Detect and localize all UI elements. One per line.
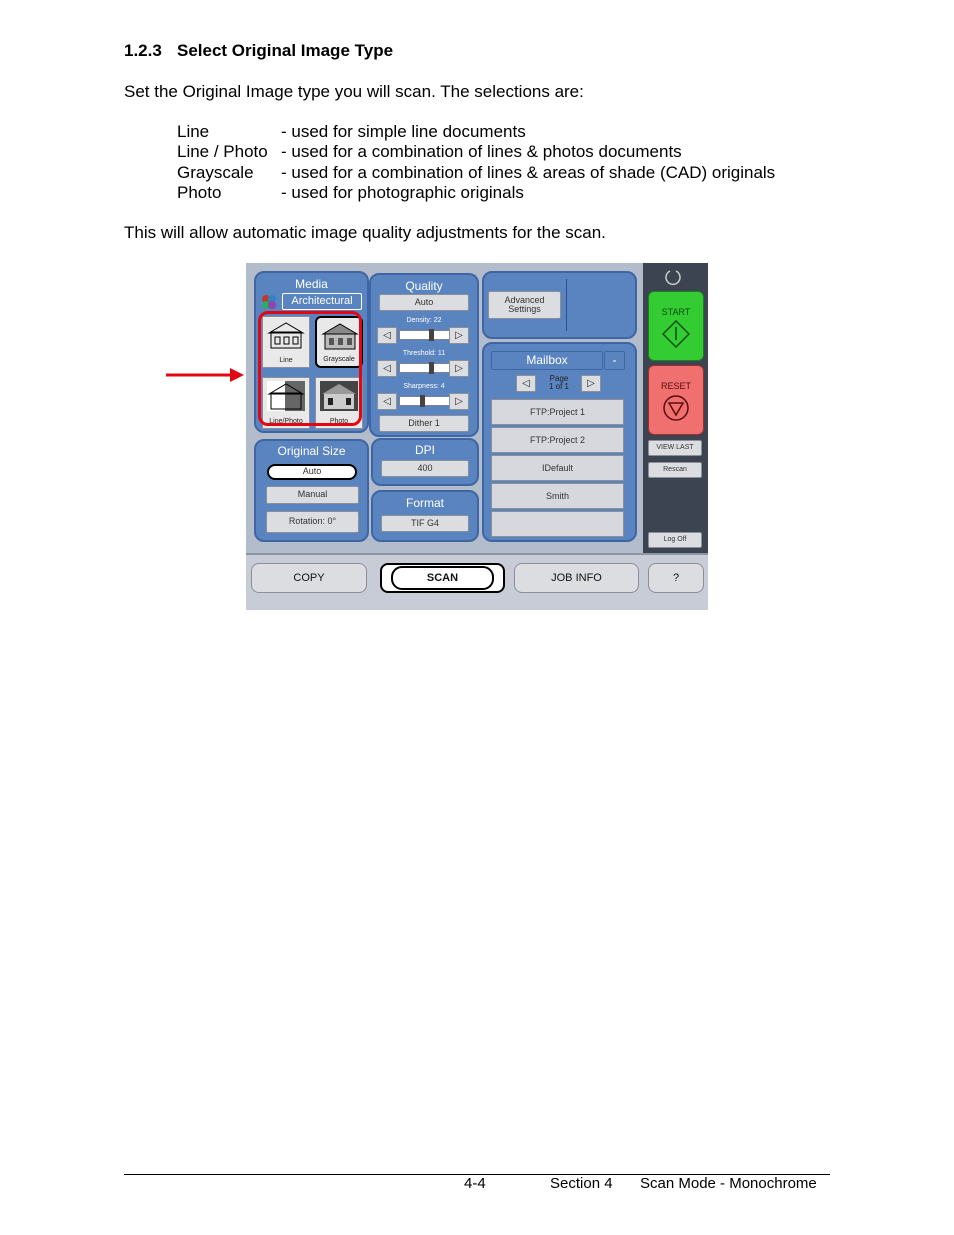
scan-button[interactable] [380, 563, 505, 593]
job-info-button[interactable]: JOB INFO [514, 563, 639, 593]
slider-thumb[interactable] [429, 362, 434, 374]
mailbox-item[interactable]: FTP:Project 2 [491, 427, 624, 453]
section-heading [124, 41, 393, 61]
linephoto-type-label: Line/Photo [269, 418, 303, 425]
start-button[interactable] [648, 291, 704, 361]
format-panel [371, 490, 479, 542]
mailbox-item[interactable]: Smith [491, 483, 624, 509]
media-select[interactable]: Architectural [282, 293, 362, 310]
quality-panel [369, 273, 479, 437]
copy-button[interactable]: COPY [251, 563, 367, 593]
rescan-button[interactable]: Rescan [648, 462, 702, 478]
right-triangle-icon: ▷ [587, 378, 595, 389]
option-name: Line / Photo [177, 142, 268, 161]
mailbox-title: Mailbox [491, 351, 603, 370]
threshold-label: Threshold: 11 [402, 350, 446, 357]
dither-button[interactable]: Dither 1 [379, 415, 469, 432]
size-auto-button[interactable]: Auto [267, 464, 357, 480]
sharpness-slider[interactable] [399, 396, 455, 406]
divider [566, 279, 567, 331]
mailbox-item[interactable]: FTP:Project 1 [491, 399, 624, 425]
power-status-icon [664, 268, 682, 286]
option-name: Line [177, 122, 210, 141]
intro-paragraph: Set the Original Image type you will scan. The selections are: [124, 82, 584, 101]
option-description: - used for a combination of lines & areas of shade (CAD) originals [281, 163, 776, 182]
grayscale-type-label: Grayscale [323, 356, 355, 363]
format-button[interactable]: TIF G4 [381, 515, 469, 532]
density-increase-button[interactable] [449, 327, 469, 344]
right-triangle-icon: ▷ [455, 396, 463, 407]
scan-label: SCAN [391, 566, 494, 590]
mailbox-item[interactable] [491, 511, 624, 537]
reset-stop-icon [662, 394, 690, 422]
threshold-decrease-button[interactable] [377, 360, 397, 377]
bottom-toolbar [246, 553, 708, 610]
page-indicator [541, 375, 577, 391]
original-size-panel [254, 439, 369, 542]
section-title: Select Original Image Type [177, 41, 394, 60]
dpi-button[interactable]: 400 [381, 460, 469, 477]
start-diamond-icon [662, 320, 690, 348]
dpi-panel [371, 438, 479, 486]
reset-label: RESET [660, 381, 691, 391]
footer-page-number: 4-4 [464, 1175, 486, 1192]
media-title: Media [295, 277, 328, 291]
left-triangle-icon: ◁ [383, 363, 391, 374]
view-last-button[interactable]: VIEW LAST [648, 440, 702, 456]
option-name: Photo [177, 183, 222, 202]
left-triangle-icon: ◁ [522, 378, 530, 389]
left-triangle-icon: ◁ [383, 396, 391, 407]
option-description: - used for photographic originals [281, 183, 524, 202]
palette-icon [261, 294, 277, 310]
density-slider[interactable] [399, 330, 455, 340]
quality-title: Quality [405, 279, 443, 293]
right-triangle-icon: ▷ [455, 363, 463, 374]
mailbox-panel [482, 342, 637, 542]
page-label: Page [549, 374, 569, 383]
pointer-arrow-icon [164, 366, 246, 384]
density-label: Density: 22 [406, 317, 442, 324]
slider-thumb[interactable] [420, 395, 425, 407]
threshold-slider[interactable] [399, 363, 455, 373]
page-next-button[interactable] [581, 375, 601, 392]
right-triangle-icon: ▷ [455, 330, 463, 341]
page-prev-button[interactable] [516, 375, 536, 392]
reset-button[interactable] [648, 365, 704, 435]
size-manual-button[interactable]: Manual [266, 486, 359, 504]
photo-type-label: Photo [329, 418, 349, 425]
start-label: START [661, 307, 691, 317]
sharpness-increase-button[interactable] [449, 393, 469, 410]
option-description: - used for simple line documents [281, 122, 526, 141]
left-triangle-icon: ◁ [383, 330, 391, 341]
threshold-increase-button[interactable] [449, 360, 469, 377]
footer-title: Scan Mode - Monochrome [640, 1175, 817, 1192]
mailbox-item[interactable]: IDefault [491, 455, 624, 481]
section-number: 1.2.3 [124, 41, 162, 60]
sharpness-decrease-button[interactable] [377, 393, 397, 410]
advanced-settings-line1: Advanced [504, 294, 545, 305]
original-size-title: Original Size [277, 444, 346, 458]
highlight-box [258, 311, 362, 426]
outro-paragraph: This will allow automatic image quality adjustments for the scan. [124, 223, 606, 242]
media-panel [254, 271, 369, 433]
density-decrease-button[interactable] [377, 327, 397, 344]
slider-thumb[interactable] [429, 329, 434, 341]
line-type-label: Line [279, 357, 293, 364]
sharpness-label: Sharpness: 4 [403, 383, 445, 390]
footer-section: Section 4 [550, 1175, 613, 1192]
option-name: Grayscale [177, 163, 254, 182]
mailbox-collapse-button[interactable]: - [604, 351, 625, 370]
dpi-title: DPI [414, 443, 435, 457]
advanced-panel [482, 271, 637, 339]
quality-auto-button[interactable]: Auto [379, 294, 469, 311]
option-description: - used for a combination of lines & photos documents [281, 142, 682, 161]
help-button[interactable]: ? [648, 563, 704, 593]
scanner-ui-screenshot [246, 263, 708, 610]
advanced-settings-button[interactable] [488, 291, 561, 319]
page-count: 1 of 1 [548, 382, 569, 391]
advanced-settings-line2: Settings [508, 304, 541, 314]
log-off-button[interactable]: Log Off [648, 532, 702, 548]
format-title: Format [405, 496, 444, 510]
rotation-button[interactable]: Rotation: 0° [266, 511, 359, 533]
